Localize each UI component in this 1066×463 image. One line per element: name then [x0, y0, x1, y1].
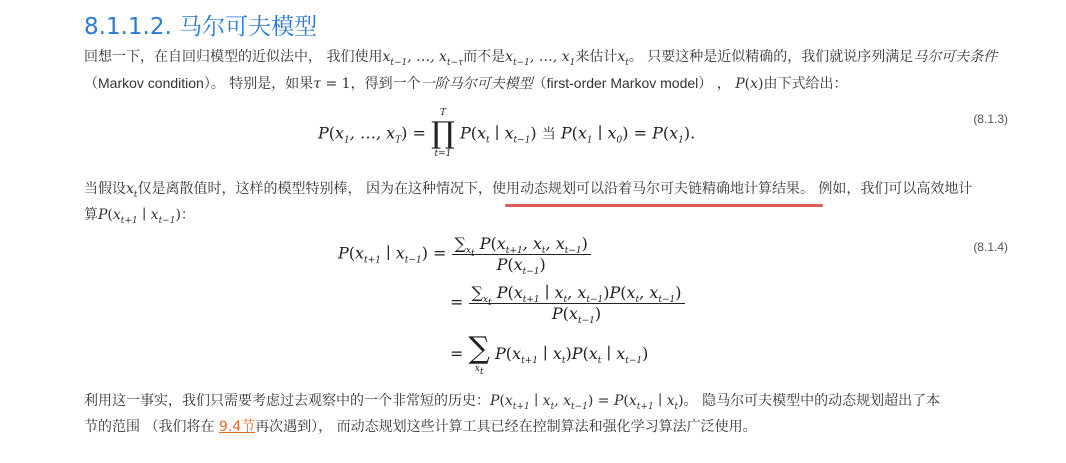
text: 回想一下，在自回归模型的近似法中， 我们使用 [84, 49, 383, 65]
text: 算 [84, 207, 98, 223]
math-inline: P(x) [735, 76, 764, 92]
paragraph-dynamic-programming [84, 176, 1024, 228]
math-inline: $x_t$ [617, 49, 629, 68]
equation-number: (8.1.4) [973, 240, 1008, 254]
equation-number: (8.1.3) [973, 112, 1008, 126]
text: 仅是离散值时，这样的模型特别棒， 因为在这种情况下， [137, 181, 492, 197]
text: 。 特别是，如果 [210, 76, 314, 92]
text: （first-order Markov model） [532, 75, 713, 91]
section-link-9-4[interactable]: 9.4节 [218, 419, 256, 435]
text: 来估计 [575, 49, 618, 65]
eq-row-2: = $\frac{\sum_{x_t} P(x_{t+1} ∣ x_t, x_{t-1})P(x_t, x_{t-1})}{P(x_{t-1})}$ [450, 283, 685, 323]
text: 而不是 [463, 49, 506, 65]
paragraph-intro: 回想一下，在自回归模型的近似法中， 我们使用$x_{t-1}$, …, $x_{t-\tau}$而不是$x_{t-1}$, …, $x_1$来估计$x_t$。 只要这种是近似精确的，我们就说序列满足马尔可夫条件（Markov condition）。 特别是，如果τ = 1，得到一个一阶马尔可夫模型（first-order Markov model） ， P(x)由下式给出： [84, 49, 998, 92]
math-inline: τ = 1 [313, 76, 351, 92]
text: ： [180, 207, 195, 223]
text: 利用这一事实，我们只需要考虑过去观察中的一个非常短的历史： [84, 393, 490, 409]
text: 当假设 [84, 181, 126, 197]
text: （Markov condition） [84, 75, 211, 91]
text: 。 只要这种是近似精确的，我们就说序列满足 [628, 49, 914, 65]
text: 例如，我们可以高效地计 [813, 181, 973, 197]
term-first-order-markov: 一阶马尔可夫模型 [420, 76, 533, 92]
math-inline: $x_t$ [126, 181, 138, 200]
eq-row-1: $P(x_{t+1}$ ∣ $x_{t-1}$) = $\frac{\sum_{x_t} P(x_{t+1}, x_t, x_{t-1})}{P(x_{t-1})}$ [338, 234, 591, 274]
text: 。 隐马尔可夫模型中的动态规划超出了本 [683, 393, 941, 409]
math-inline: $x_{t-1}$, …, $x_{t-\tau}$ [382, 49, 464, 68]
math-inline: $P(x_{t+1}$ ∣ $x_t$, $x_{t-1}) = P(x_{t+1}$ ∣ $x_t$) [490, 393, 684, 412]
paragraph-conclusion [84, 388, 1024, 440]
highlight-underline [505, 204, 823, 207]
text: 由下式给出： [763, 76, 848, 92]
text: 当 [541, 126, 556, 143]
text: 再次遇到）， 而动态规划这些计算工具已经在控制算法和强化学习算法广泛使用。 [255, 419, 757, 435]
text: ，得到一个 [350, 76, 421, 92]
math-inline: $P(x_{t+1}$ ∣ $x_{t-1}$) [98, 207, 181, 226]
highlighted-sentence: 使用动态规划可以沿着马尔可夫链精确地计算结果。 [491, 181, 814, 197]
equation-8-1-3: $P(x_1$, …, $x_T$) = T ∏ t=1 $P(x_t$ ∣ $x_{t-1}$) 当 $P(x_1$ ∣ $x_0) = P(x_1)$. [318, 108, 696, 159]
eq-row-3: = ∑ $x_t$ $P(x_{t+1}$ ∣ $x_t)P(x_t$ ∣ $x_{t-1}$) [450, 331, 649, 377]
term-markov-condition: 马尔可夫条件 [913, 49, 998, 65]
section-heading: 8.1.1.2. 马尔可夫模型 [84, 14, 318, 40]
math-inline: $x_{t-1}$, …, $x_1$ [505, 49, 576, 68]
text: 节的范围 （我们将在 [84, 419, 219, 435]
